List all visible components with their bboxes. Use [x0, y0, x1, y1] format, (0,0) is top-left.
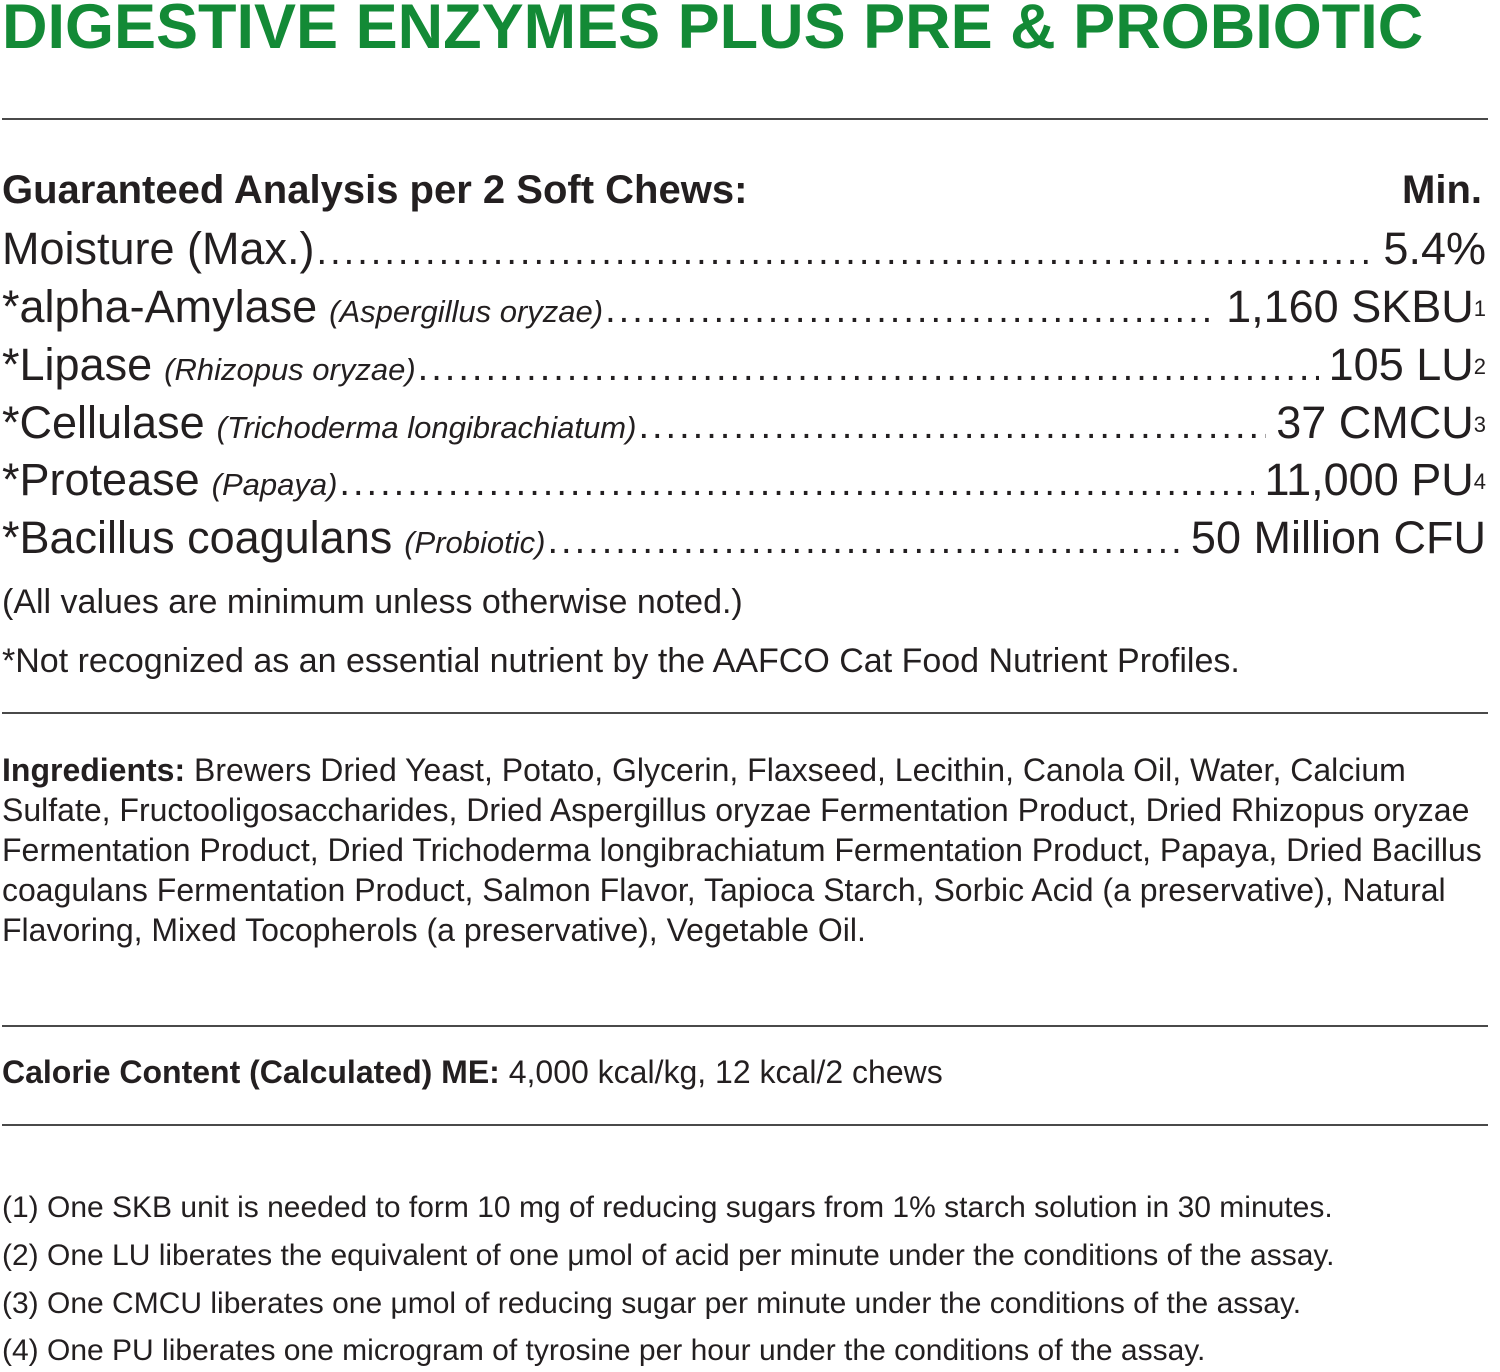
- analysis-source: (Papaya): [211, 467, 338, 502]
- footnote-1: (1) One SKB unit is needed to form 10 mg of reducing sugars from 1% starch solution in 30 minutes.: [2, 1191, 1333, 1224]
- amount-value: 37 CMCU: [1276, 397, 1474, 448]
- calorie-content-label: Calorie Content (Calculated) ME:: [2, 1054, 500, 1090]
- divider-top: [2, 118, 1488, 120]
- dot-leader: [418, 340, 1319, 396]
- dot-leader: [317, 224, 1374, 280]
- footnote-2: (2) One LU liberates the equivalent of one μmol of acid per minute under the conditions of the assay.: [2, 1239, 1335, 1272]
- analysis-row-lipase: [2, 337, 1486, 398]
- footnote-3: (3) One CMCU liberates one μmol of reducing sugar per minute under the conditions of the assay.: [2, 1287, 1302, 1320]
- calorie-content-value: 4,000 kcal/kg, 12 kcal/2 chews: [508, 1054, 943, 1090]
- analysis-amount: [1264, 452, 1486, 508]
- analysis-name: *Protease: [2, 454, 200, 505]
- guaranteed-analysis-heading: Guaranteed Analysis per 2 Soft Chews:: [2, 168, 748, 212]
- footnote-mark: 3: [1473, 412, 1486, 437]
- dot-leader: [339, 455, 1254, 511]
- divider-ingredients: [2, 1025, 1488, 1027]
- dot-leader: [605, 282, 1216, 338]
- amount-value: 11,000 PU: [1264, 454, 1474, 505]
- product-title: DIGESTIVE ENZYMES PLUS PRE & PROBIOTIC: [2, 0, 1424, 62]
- note-minimum-values: (All values are minimum unless otherwise noted.): [2, 583, 743, 621]
- divider-calorie: [2, 1124, 1488, 1126]
- amount-value: 5.4%: [1383, 223, 1486, 274]
- analysis-source: (Rhizopus oryzae): [164, 352, 416, 387]
- analysis-amount: [1383, 221, 1486, 277]
- guaranteed-analysis-header: [2, 162, 1484, 218]
- footnote-mark: 4: [1473, 469, 1486, 494]
- amount-value: 105 LU: [1328, 339, 1474, 390]
- ingredients-label: Ingredients:: [2, 752, 186, 788]
- calorie-content: [2, 1052, 943, 1092]
- analysis-name: *Lipase: [2, 339, 153, 390]
- analysis-source: (Trichoderma longibrachiatum): [216, 410, 637, 445]
- analysis-row-alpha-amylase: [2, 279, 1486, 340]
- footnote-mark: 2: [1473, 354, 1486, 379]
- analysis-amount: [1276, 395, 1486, 451]
- analysis-row-moisture: [2, 221, 1486, 280]
- amount-value: 50 Million CFU: [1190, 512, 1486, 563]
- divider-analysis: [2, 712, 1488, 714]
- analysis-name: *Cellulase: [2, 397, 205, 448]
- analysis-source: (Probiotic): [404, 525, 546, 560]
- analysis-row-bacillus-coagulans: [2, 510, 1486, 571]
- analysis-amount: [1329, 337, 1486, 393]
- analysis-name: Moisture (Max.): [2, 223, 315, 274]
- dot-leader: [548, 513, 1181, 569]
- analysis-row-protease: [2, 452, 1486, 513]
- analysis-name: *alpha-Amylase: [2, 281, 318, 332]
- ingredients-list: Brewers Dried Yeast, Potato, Glycerin, Flaxseed, Lecithin, Canola Oil, Water, Calcium Sulfate, Fructooligosaccharides, Dried Aspergillus oryzae Fermentation Product, Dried Rhizopus oryzae Fermentation Product, Dried Trichoderma longibrachiatum Fermentation Product, Papaya, Dried Bacillus coagulans Fermentation Product, Salmon Flavor, Tapioca Starch, Sorbic Acid (a preservative), Natural Flavoring, Mixed Tocopherols (a preservative), Vegetable Oil.: [2, 752, 1482, 948]
- note-aafco: *Not recognized as an essential nutrient by the AAFCO Cat Food Nutrient Profiles.: [2, 642, 1240, 680]
- ingredients-block: [2, 750, 1498, 950]
- amount-value: 1,160 SKBU: [1226, 281, 1474, 332]
- footnote-4: (4) One PU liberates one microgram of tyrosine per hour under the conditions of the assay.: [2, 1334, 1206, 1367]
- min-column-label: Min.: [1402, 168, 1482, 212]
- analysis-row-cellulase: [2, 395, 1486, 456]
- analysis-amount: [1191, 510, 1486, 566]
- analysis-name: *Bacillus coagulans: [2, 512, 393, 563]
- footnote-mark: 1: [1473, 296, 1486, 321]
- analysis-source: (Aspergillus oryzae): [329, 294, 604, 329]
- analysis-amount: [1226, 279, 1486, 335]
- dot-leader: [638, 398, 1266, 454]
